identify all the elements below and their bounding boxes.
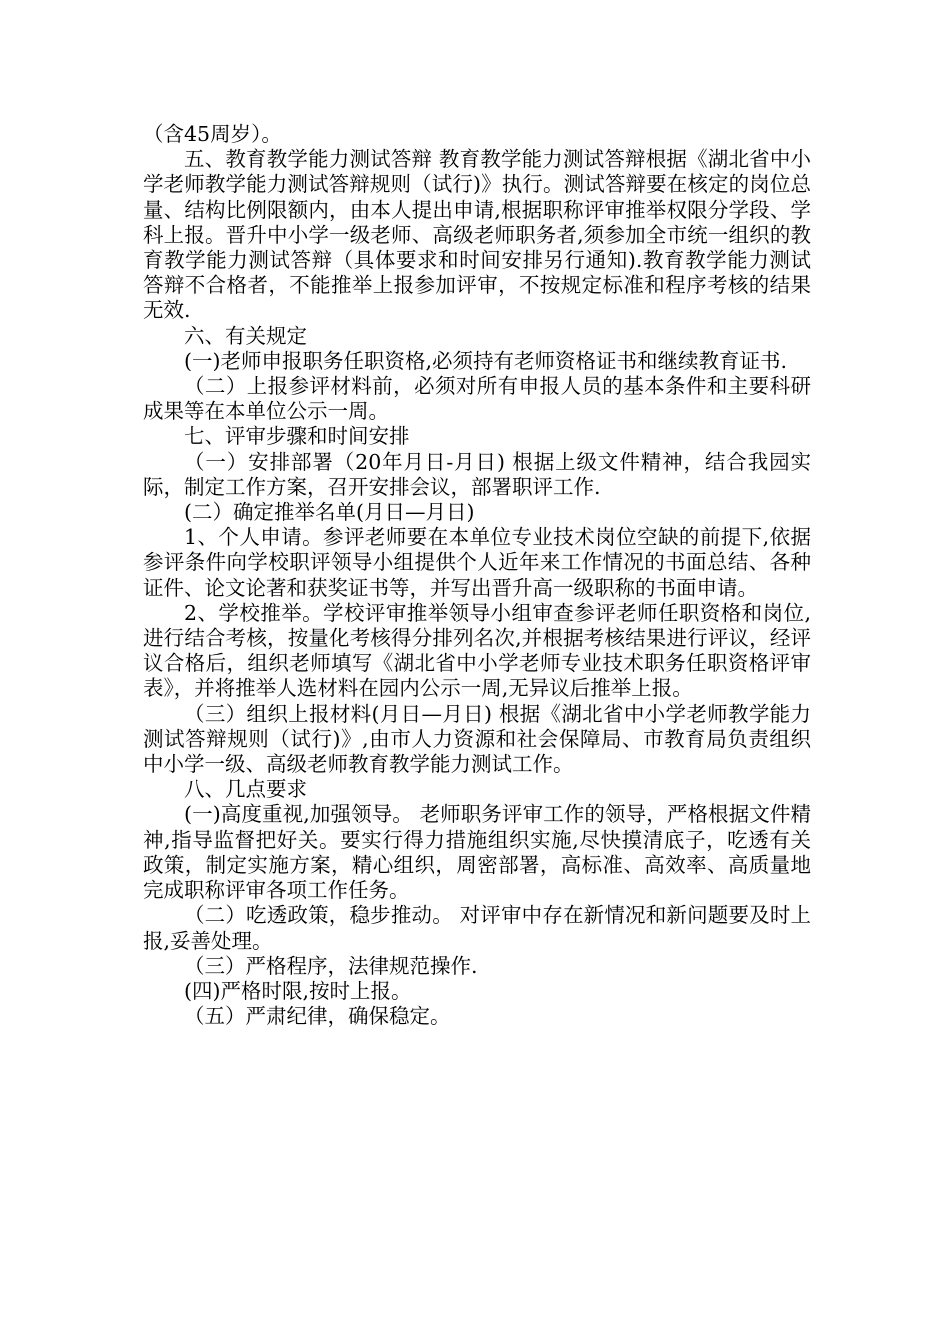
paragraph-requirement-3: （三）严格程序，法律规范操作. [184, 953, 478, 978]
paragraph-regulation-1: (一)老师申报职务任职资格,必须持有老师资格证书和继续教育证书. [184, 348, 788, 373]
paragraph-step-1-deployment: （一）安排部署（20年月日-月日) 根据上级文件精神，结合我园实际，制定工作方案，召开安排会议，部署职评工作. [143, 449, 811, 499]
paragraph-section-5-ability-test: 五、教育教学能力测试答辩 教育教学能力测试答辩根据《湖北省中小学老师教学能力测试答辩规则（试行)》执行。测试答辩要在核定的岗位总量、结构比例限额内，由本人提出申请,根据职称评审推举权限分学段、学科上报。晋升中小学一级老师、高级老师职务者,须参加全市统一组织的教育教学能力测试答辩（具体要求和时间安排另行通知).教育教学能力测试答辩不合格者，不能推举上报参加评审，不按规定标准和程序考核的结果无效. [143, 147, 811, 323]
paragraph-requirement-5: （五）严肃纪律，确保稳定。 [184, 1004, 451, 1029]
document-body [143, 122, 811, 1029]
heading-section-6-regulations: 六、有关规定 [184, 323, 307, 348]
paragraph-step-2-item-2: 2、学校推举。学校评审推举领导小组审查参评老师任职资格和岗位,进行结合考核，按量化考核得分排列名次,并根据考核结果进行评议，经评议合格后，组织老师填写《湖北省中小学老师专业技术职务任职资格评审表》，并将推举人选材料在园内公示一周,无异议后推举上报。 [143, 600, 811, 701]
paragraph-regulation-2: （二）上报参评材料前，必须对所有申报人员的基本条件和主要科研成果等在本单位公示一周。 [143, 374, 811, 424]
paragraph-requirement-1: (一)高度重视,加强领导。 老师职务评审工作的领导，严格根据文件精神,指导监督把好关。要实行得力措施组织实施,尽快摸清底子，吃透有关政策，制定实施方案，精心组织，周密部署，高标准、高效率、高质量地完成职称评审各项工作任务。 [143, 802, 811, 903]
heading-section-7-steps: 七、评审步骤和时间安排 [184, 424, 410, 449]
paragraph-step-2-item-1: 1、个人申请。参评老师要在本单位专业技术岗位空缺的前提下,依据参评条件向学校职评领导小组提供个人近年来工作情况的书面总结、各种证件、论文论著和获奖证书等，并写出晋升高一级职称的书面申请。 [143, 525, 811, 600]
heading-section-8-requirements: 八、几点要求 [184, 777, 307, 802]
paragraph-step-2-nomination: (二）确定推举名单(月日—月日) [184, 500, 475, 525]
paragraph-step-3-submission: （三）组织上报材料(月日—月日) 根据《湖北省中小学老师教学能力测试答辩规则（试行)》,由市人力资源和社会保障局、市教育局负责组织中小学一级、高级老师教育教学能力测试工作。 [143, 701, 811, 777]
paragraph-requirement-4: (四)严格时限,按时上报。 [184, 978, 412, 1003]
paragraph-age-note: （含45周岁）。 [143, 122, 282, 146]
paragraph-requirement-2: （二）吃透政策，稳步推动。 对评审中存在新情况和新问题要及时上报,妥善处理。 [143, 903, 811, 953]
